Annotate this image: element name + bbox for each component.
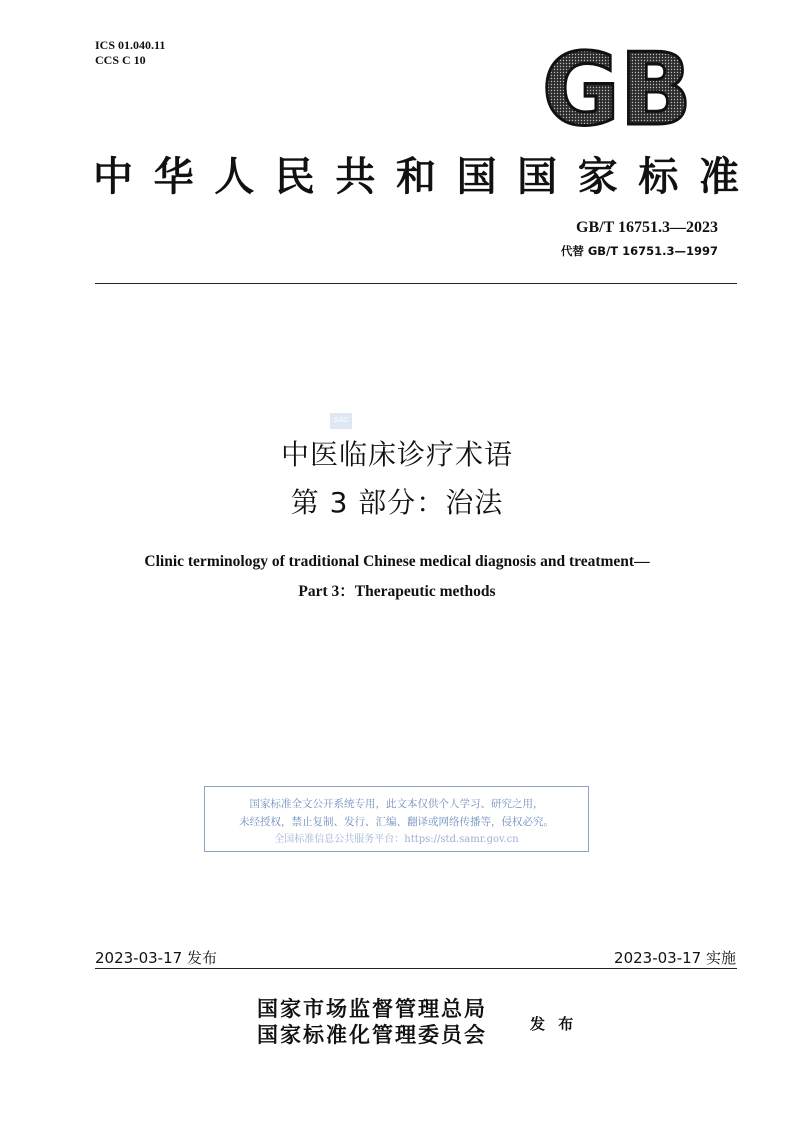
top-divider <box>95 283 737 284</box>
notice-line1: 国家标准全文公开系统专用，此文本仅供个人学习、研究之用， <box>249 798 544 810</box>
bottom-divider <box>95 968 737 969</box>
heading-char: 民 <box>274 153 315 200</box>
issue-date: 2023-03-17 发布 <box>95 949 217 967</box>
heading-char: 标 <box>638 153 679 200</box>
chinese-title-line2: 第 3 部分：治法 <box>290 486 504 519</box>
issuer-samr: 国家市场监督管理总局 <box>257 996 487 1021</box>
english-title-line1: Clinic terminology of traditional Chinese medical diagnosis and treatment— <box>144 553 650 570</box>
gb-logo-text: GB <box>542 44 692 130</box>
heading-char: 中 <box>93 153 133 200</box>
classification-codes <box>95 38 165 68</box>
notice-line3: 全国标准信息公共服务平台：https://std.samr.gov.cn <box>274 834 519 845</box>
gb-logo <box>538 44 696 130</box>
issuing-organizations <box>257 996 487 1048</box>
ics-code: ICS 01.040.11 <box>95 38 166 52</box>
heading-char: 家 <box>577 153 618 200</box>
heading-char: 国 <box>456 153 497 200</box>
notice-line2: 未经授权，禁止复制、发行、汇编、翻译或网络传播等，侵权必究。 <box>239 816 554 828</box>
watermark: SAC <box>330 413 352 429</box>
implementation-date: 2023-03-17 实施 <box>614 949 736 967</box>
heading-char: 人 <box>214 153 255 200</box>
heading-char: 国 <box>517 153 558 200</box>
english-title-line2: Part 3：Therapeutic methods <box>298 583 496 600</box>
ccs-code: CCS C 10 <box>95 53 146 67</box>
issued-label: 发 布 <box>530 1015 578 1033</box>
standard-number: GB/T 16751.3—2023 <box>576 219 718 236</box>
chinese-title-line1: 中医临床诊疗术语 <box>280 438 513 471</box>
heading-char: 和 <box>395 153 436 200</box>
heading-char: 共 <box>335 153 376 200</box>
heading-char: 华 <box>153 153 194 200</box>
heading-char: 准 <box>698 153 739 200</box>
issuer-sac: 国家标准化管理委员会 <box>257 1022 487 1047</box>
national-standard-heading <box>93 150 739 204</box>
replaces-standard: 代替 GB/T 16751.3—1997 <box>560 244 718 258</box>
copyright-notice <box>204 786 589 852</box>
